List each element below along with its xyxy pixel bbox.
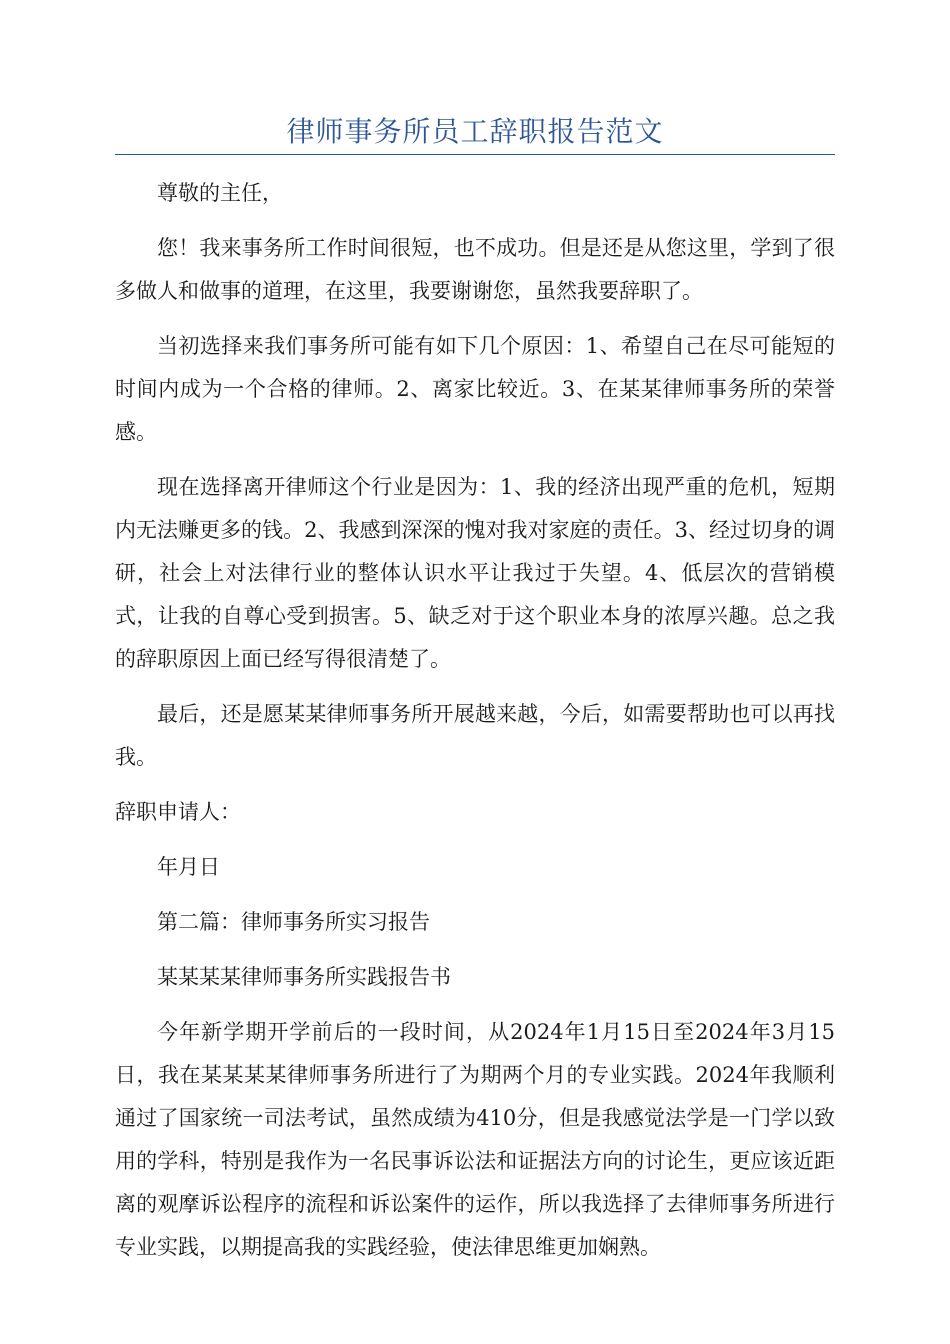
body-paragraph: 最后，还是愿某某律师事务所开展越来越，今后，如需要帮助也可以再找我。 <box>115 702 835 769</box>
document-title: 律师事务所员工辞职报告范文 <box>286 115 664 148</box>
body-paragraph: 今年新学期开学前后的一段时间，从2024年1月15日至2024年3月15日，我在某某某某律师事务所进行了为期两个月的专业实践。2024年我顺利通过了国家统一司法考试，虽然成绩为410分，但是我感觉法学是一门学以致用的学科，特别是我作为一名民事诉讼法和证据法方向的讨论生，更应该近距离的观摩诉讼程序的流程和诉讼案件的运作，所以我选择了去律师事务所进行专业实践，以期提高我的实践经验，使法律思维更加娴熟。 <box>115 1020 835 1259</box>
body-paragraph: 您！我来事务所工作时间很短，也不成功。但是还是从您这里，学到了很多做人和做事的道理，在这里，我要谢谢您，虽然我要辞职了。 <box>115 236 835 303</box>
section-heading: 第二篇：律师事务所实习报告 <box>157 910 430 934</box>
salutation-paragraph: 尊敬的主任， <box>157 181 283 205</box>
body-paragraph: 当初选择来我们事务所可能有如下几个原因：1、希望自己在尽可能短的时间内成为一个合格的律师。2、离家比较近。3、在某某律师事务所的荣誉感。 <box>115 334 835 444</box>
date-line: 年月日 <box>157 855 220 879</box>
body-paragraph: 现在选择离开律师这个行业是因为：1、我的经济出现严重的危机，短期内无法赚更多的钱。2、我感到深深的愧对我对家庭的责任。3、经过切身的调研，社会上对法律行业的整体认识水平让我过于失望。4、低层次的营销模式，让我的自尊心受到损害。5、缺乏对于这个职业本身的浓厚兴趣。总之我的辞职原因上面已经写得很清楚了。 <box>115 475 835 671</box>
document-body <box>115 172 835 1269</box>
title-underline <box>115 154 835 155</box>
signature-label: 辞职申请人： <box>115 800 241 824</box>
report-title-line: 某某某某律师事务所实践报告书 <box>157 965 451 989</box>
